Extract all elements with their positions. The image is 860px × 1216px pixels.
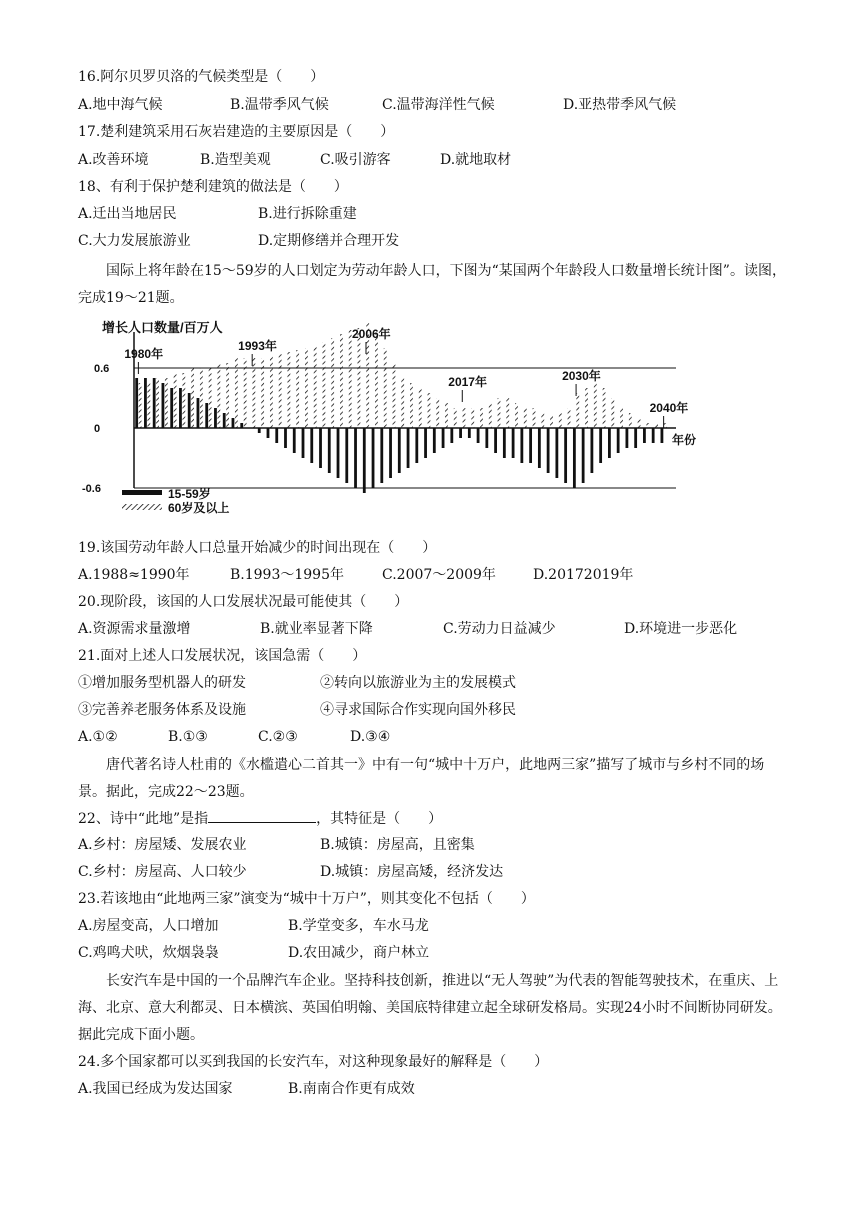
- q23-option-a: A.房屋变高，人口增加: [78, 918, 219, 934]
- bar-elderly: [410, 383, 413, 428]
- legend-label-working: 15-59岁: [168, 487, 211, 501]
- bar-elderly: [568, 408, 571, 428]
- bar-elderly: [646, 423, 649, 428]
- bar-working-age: [153, 378, 156, 428]
- bar-elderly: [244, 358, 247, 428]
- population-growth-chart: [82, 318, 708, 518]
- bar-working-age: [555, 428, 558, 478]
- q21-stem: 21.面对上述人口发展状况，该国急需（ ）: [78, 648, 367, 664]
- year-annotation: 2017年: [448, 375, 487, 389]
- intro-population-chart: 国际上将年龄在15～59岁的人口划定为劳动年龄人口，下图为“某国两个年龄段人口数量增长统计图”。读图，完成19～21题。: [78, 263, 786, 306]
- q16-option-b: B.温带季风气候: [230, 97, 329, 113]
- bar-working-age: [328, 428, 331, 473]
- bar-working-age: [170, 388, 173, 428]
- bar-working-age: [564, 428, 567, 483]
- bar-elderly: [165, 378, 168, 428]
- intro-changan: 长安汽车是中国的一个品牌汽车企业。坚持科技创新，推进以“无人驾驶”为代表的智能驾驶技术，在重庆、上海、北京、意大利都灵、日本横滨、英国伯明翰、美国底特律建立起全球研发格局。实现24小时不间断协同研发。据此完成下面小题。: [78, 973, 782, 1043]
- q16-option-c: C.温带海洋性气候: [382, 97, 495, 113]
- q21-item-3: ③完善养老服务体系及设施: [78, 702, 246, 718]
- bar-working-age: [363, 428, 366, 493]
- q20-option-c: C.劳动力日益减少: [443, 621, 556, 637]
- q22-blank: [208, 808, 316, 823]
- q21-option-b: B.①③: [168, 729, 208, 745]
- bar-elderly: [515, 403, 518, 428]
- q17-option-a: A.改善环境: [78, 152, 149, 168]
- q19-option-b: B.1993～1995年: [230, 567, 344, 583]
- q21-option-c: C.②③: [258, 729, 298, 745]
- bar-working-age: [275, 428, 278, 443]
- bar-working-age: [240, 423, 243, 428]
- bar-elderly: [559, 413, 562, 428]
- bar-elderly: [323, 342, 326, 428]
- bar-working-age: [267, 428, 270, 438]
- q20-option-b: B.就业率显著下降: [260, 621, 373, 637]
- bar-working-age: [249, 428, 252, 429]
- q22-option-d: D.城镇：房屋高矮，经济发达: [320, 864, 504, 880]
- q16-option-d: D.亚热带季风气候: [563, 97, 677, 113]
- bar-elderly: [200, 368, 203, 428]
- q20-option-a: A.资源需求量激增: [78, 621, 191, 637]
- q22-stem: [78, 808, 442, 829]
- bar-elderly: [147, 383, 150, 428]
- bar-elderly: [576, 393, 579, 428]
- bar-elderly: [401, 378, 404, 428]
- bar-working-age: [415, 428, 418, 463]
- bar-elderly: [296, 350, 299, 428]
- bar-working-age: [529, 428, 532, 463]
- q18-option-b: B.进行拆除重建: [258, 206, 357, 222]
- bar-elderly: [533, 408, 536, 428]
- bar-working-age: [380, 428, 383, 483]
- bar-elderly: [279, 354, 282, 428]
- bar-elderly: [217, 363, 220, 428]
- bar-working-age: [450, 428, 453, 443]
- bar-elderly: [156, 378, 159, 428]
- q18-option-a: A.迁出当地居民: [78, 206, 177, 222]
- bar-working-age: [214, 408, 217, 428]
- bar-elderly: [664, 423, 667, 428]
- q22-stem-part-a: 22、诗中“此地”是指: [78, 811, 209, 827]
- q22-stem-part-b: ，其特征是（ ）: [316, 811, 443, 827]
- bar-elderly: [182, 373, 185, 428]
- bar-working-age: [433, 428, 436, 453]
- bar-elderly: [629, 413, 632, 428]
- bar-working-age: [459, 428, 462, 438]
- bar-working-age: [345, 428, 348, 483]
- q21-item-2: ②转向以旅游业为主的发展模式: [320, 675, 516, 691]
- bar-working-age: [223, 413, 226, 428]
- bar-elderly: [611, 398, 614, 428]
- q18-option-d: D.定期修缮并合理开发: [258, 233, 400, 249]
- bar-elderly: [620, 408, 623, 428]
- bar-working-age: [293, 428, 296, 453]
- bar-working-age: [389, 428, 392, 478]
- q24-stem: 24.多个国家都可以买到我国的长安汽车，对这种现象最好的解释是（ ）: [78, 1054, 549, 1070]
- bar-working-age: [477, 428, 480, 443]
- bar-working-age: [503, 428, 506, 458]
- bar-working-age: [512, 428, 515, 458]
- q23-option-b: B.学堂变多，车水马龙: [288, 918, 429, 934]
- bar-elderly: [287, 352, 290, 428]
- bar-working-age: [661, 428, 664, 443]
- year-annotation: 1980年: [124, 347, 164, 361]
- q19-option-c: C.2007～2009年: [382, 567, 496, 583]
- bar-elderly: [191, 368, 194, 428]
- q21-option-a: A.①②: [78, 729, 118, 745]
- bar-working-age: [573, 428, 576, 488]
- bar-working-age: [643, 428, 646, 443]
- y-tick-label: 0.6: [94, 363, 110, 375]
- bar-working-age: [398, 428, 401, 473]
- bar-working-age: [590, 428, 593, 473]
- q16-option-a: A.地中海气候: [78, 97, 163, 113]
- bar-working-age: [520, 428, 523, 463]
- bar-elderly: [524, 408, 527, 428]
- bar-working-age: [354, 428, 357, 488]
- bar-working-age: [652, 428, 655, 443]
- bar-elderly: [393, 363, 396, 428]
- bar-working-age: [547, 428, 550, 473]
- bar-working-age: [232, 418, 235, 428]
- bar-elderly: [585, 388, 588, 428]
- x-axis-label: 年份: [672, 433, 697, 447]
- q18-option-c: C.大力发展旅游业: [78, 233, 191, 249]
- bar-working-age: [144, 378, 147, 428]
- bar-elderly: [480, 408, 483, 428]
- legend-swatch-working: [122, 490, 162, 495]
- bar-elderly: [471, 408, 474, 428]
- bar-working-age: [617, 428, 620, 453]
- bar-working-age: [424, 428, 427, 458]
- q24-option-a: A.我国已经成为发达国家: [78, 1081, 233, 1097]
- q22-option-b: B.城镇：房屋高，且密集: [320, 837, 475, 853]
- bar-elderly: [463, 408, 466, 428]
- bar-working-age: [599, 428, 602, 463]
- q23-option-d: D.农田减少，商户林立: [288, 945, 430, 961]
- bar-elderly: [506, 398, 509, 428]
- bar-working-age: [468, 428, 471, 438]
- bar-elderly: [638, 418, 641, 428]
- bar-elderly: [541, 413, 544, 428]
- bar-working-age: [494, 428, 497, 453]
- y-tick-label: -0.6: [82, 483, 101, 495]
- year-annotation: 2040年: [649, 401, 689, 415]
- q20-stem: 20.现阶段，该国的人口发展状况最可能使其（ ）: [78, 594, 409, 610]
- bar-elderly: [603, 388, 606, 428]
- bar-elderly: [384, 348, 387, 428]
- bar-elderly: [139, 383, 142, 428]
- q17-option-c: C.吸引游客: [320, 152, 391, 168]
- q23-stem: 23.若该地由“此地两三家”演变为“城中十万户”，则其变化不包括（ ）: [78, 891, 535, 907]
- bar-elderly: [436, 398, 439, 428]
- bar-elderly: [305, 348, 308, 428]
- bar-working-age: [608, 428, 611, 458]
- bar-working-age: [179, 388, 182, 428]
- q17-stem: 17.楚利建筑采用石灰岩建造的主要原因是（ ）: [78, 124, 395, 140]
- q20-option-d: D.环境进一步恶化: [624, 621, 738, 637]
- bar-elderly: [261, 358, 264, 428]
- bar-elderly: [235, 358, 238, 428]
- bar-working-age: [485, 428, 488, 448]
- q19-option-a: A.1988≈1990年: [78, 567, 190, 583]
- bar-elderly: [428, 393, 431, 428]
- bar-working-age: [284, 428, 287, 448]
- y-axis-label: 增长人口数量/百万人: [102, 320, 223, 335]
- q16-stem: 16.阿尔贝罗贝洛的气候类型是（ ）: [78, 69, 325, 85]
- bar-working-age: [258, 428, 261, 433]
- bar-working-age: [407, 428, 410, 468]
- q17-option-d: D.就地取材: [440, 152, 512, 168]
- q22-option-c: C.乡村：房屋高、人口较少: [78, 864, 247, 880]
- bar-elderly: [270, 356, 273, 428]
- bar-working-age: [162, 383, 165, 428]
- bar-working-age: [310, 428, 313, 463]
- q24-option-b: B.南南合作更有成效: [288, 1081, 415, 1097]
- q22-option-a: A.乡村：房屋矮、发展农业: [78, 837, 247, 853]
- bar-working-age: [205, 403, 208, 428]
- bar-elderly: [226, 363, 229, 428]
- bar-elderly: [349, 330, 352, 428]
- q23-option-c: C.鸡鸣犬吠，炊烟袅袅: [78, 945, 219, 961]
- bar-elderly: [498, 398, 501, 428]
- bar-working-age: [582, 428, 585, 483]
- bar-working-age: [538, 428, 541, 468]
- q21-item-1: ①增加服务型机器人的研发: [78, 675, 246, 691]
- q21-option-d: D.③④: [350, 729, 391, 745]
- bar-elderly: [655, 423, 658, 428]
- q19-stem: 19.该国劳动年龄人口总量开始减少的时间出现在（ ）: [78, 540, 437, 556]
- bar-working-age: [188, 393, 191, 428]
- year-annotation: 2030年: [562, 369, 601, 383]
- legend-label-elderly: 60岁及以上: [168, 501, 230, 515]
- y-tick-label: 0: [94, 423, 101, 435]
- bar-elderly: [454, 408, 457, 428]
- bar-elderly: [209, 368, 212, 428]
- bar-elderly: [550, 416, 553, 428]
- bar-elderly: [314, 346, 317, 428]
- bar-working-age: [442, 428, 445, 448]
- bar-elderly: [419, 388, 422, 428]
- bar-elderly: [445, 403, 448, 428]
- bar-elderly: [358, 328, 361, 428]
- bar-working-age: [626, 428, 629, 448]
- year-annotation: 2006年: [351, 327, 391, 341]
- bar-elderly: [252, 358, 255, 428]
- q19-option-d: D.20172019年: [533, 567, 634, 583]
- bar-working-age: [319, 428, 322, 468]
- bar-working-age: [302, 428, 305, 458]
- q18-stem: 18、有利于保护楚利建筑的做法是（ ）: [78, 179, 348, 195]
- bar-working-age: [337, 428, 340, 478]
- legend-swatch-elderly: [122, 504, 162, 510]
- bar-working-age: [634, 428, 637, 448]
- q17-option-b: B.造型美观: [200, 152, 271, 168]
- bar-elderly: [489, 403, 492, 428]
- bar-working-age: [372, 428, 375, 488]
- year-annotation: 1993年: [238, 339, 277, 353]
- bar-working-age: [135, 378, 138, 428]
- intro-poem: 唐代著名诗人杜甫的《水槛遣心二首其一》中有一句“城中十万户，此地两三家”描写了城市与乡村不同的场景。据此，完成22～23题。: [78, 757, 765, 800]
- bar-working-age: [197, 398, 200, 428]
- bar-elderly: [174, 373, 177, 428]
- bar-elderly: [375, 333, 378, 428]
- bar-elderly: [594, 383, 597, 428]
- bar-elderly: [331, 338, 334, 428]
- q21-item-4: ④寻求国际合作实现向国外移民: [320, 702, 516, 718]
- bar-elderly: [340, 334, 343, 428]
